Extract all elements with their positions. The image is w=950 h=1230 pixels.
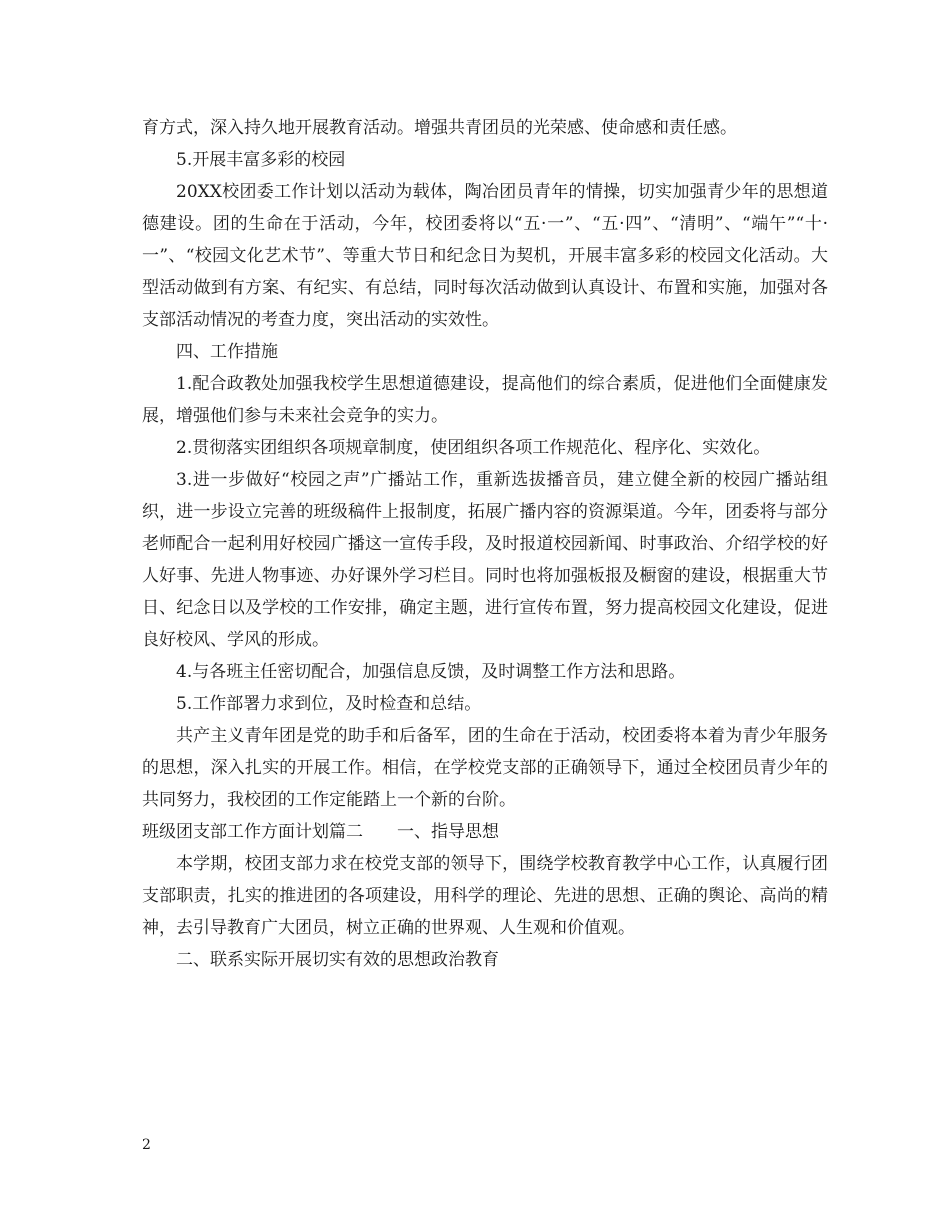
page-number: 2 [142, 1137, 151, 1153]
paragraph-8: 4.与各班主任密切配合，加强信息反馈，及时调整工作方法和思路。 [176, 662, 686, 682]
paragraph-3: 20XX校团委工作计划以活动为载体，陶冶团员青年的情操，切实加强青少年的思想道德建设。团的生命在于活动，今年，校团委将以“五·一”、“五·四”、“清明”、“端午”“十·一”、“校园文化艺术节”、等重大节日和纪念日为契机，开展丰富多彩的校园文化活动。大型活动做到有方案、有纪实、有总结，同时每次活动做到认真设计、布置和实施，加强对各支部活动情况的考查力度，突出活动的实效性。 [142, 182, 828, 330]
paragraph-12: 本学期，校团支部力求在校党支部的领导下，围绕学校教育教学中心工作，认真履行团支部职责，扎实的推进团的各项建设，用科学的理论、先进的思想、正确的舆论、高尚的精神，去引导教育广大团员，树立正确的世界观、人生观和价值观。 [142, 854, 828, 938]
heading-subtitle: 一、指导思想 [397, 822, 499, 842]
paragraph-7: 3.进一步做好“校园之声”广播站工作，重新选拔播音员，建立健全新的校园广播站组织，进一步设立完善的班级稿件上报制度，拓展广播内容的资源渠道。今年，团委将与部分老师配合一起利用好校园广播这一宣传手段，及时报道校园新闻、时事政治、介绍学校的好人好事、先进人物事迹、办好课外学习栏目。同时也将加强板报及橱窗的建设，根据重大节日、纪念日以及学校的工作安排，确定主题，进行宣传布置，努力提高校园文化建设，促进良好校风、学风的形成。 [142, 470, 828, 650]
paragraph-2: 5.开展丰富多彩的校园 [176, 150, 346, 170]
paragraph-1: 育方式，深入持久地开展教育活动。增强共青团员的光荣感、使命感和责任感。 [142, 118, 737, 138]
paragraph-9: 5.工作部署力求到位，及时检查和总结。 [176, 694, 482, 714]
heading-title: 班级团支部工作方面计划篇二 [142, 822, 363, 842]
section-heading-measures: 四、工作措施 [176, 342, 278, 362]
section-heading-education: 二、联系实际开展切实有效的思想政治教育 [176, 950, 499, 970]
paragraph-10: 共产主义青年团是党的助手和后备军，团的生命在于活动，校团委将本着为青少年服务的思想，深入扎实的开展工作。相信，在学校党支部的正确领导下，通过全校团员青少年的共同努力，我校团的工作定能踏上一个新的台阶。 [142, 726, 828, 810]
paragraph-6: 2.贯彻落实团组织各项规章制度，使团组织各项工作规范化、程序化、实效化。 [176, 438, 771, 458]
paragraph-5: 1.配合政教处加强我校学生思想道德建设，提高他们的综合素质，促进他们全面健康发展，增强他们参与未来社会竞争的实力。 [142, 374, 828, 426]
document-body [142, 112, 828, 976]
heading-line [142, 816, 828, 848]
